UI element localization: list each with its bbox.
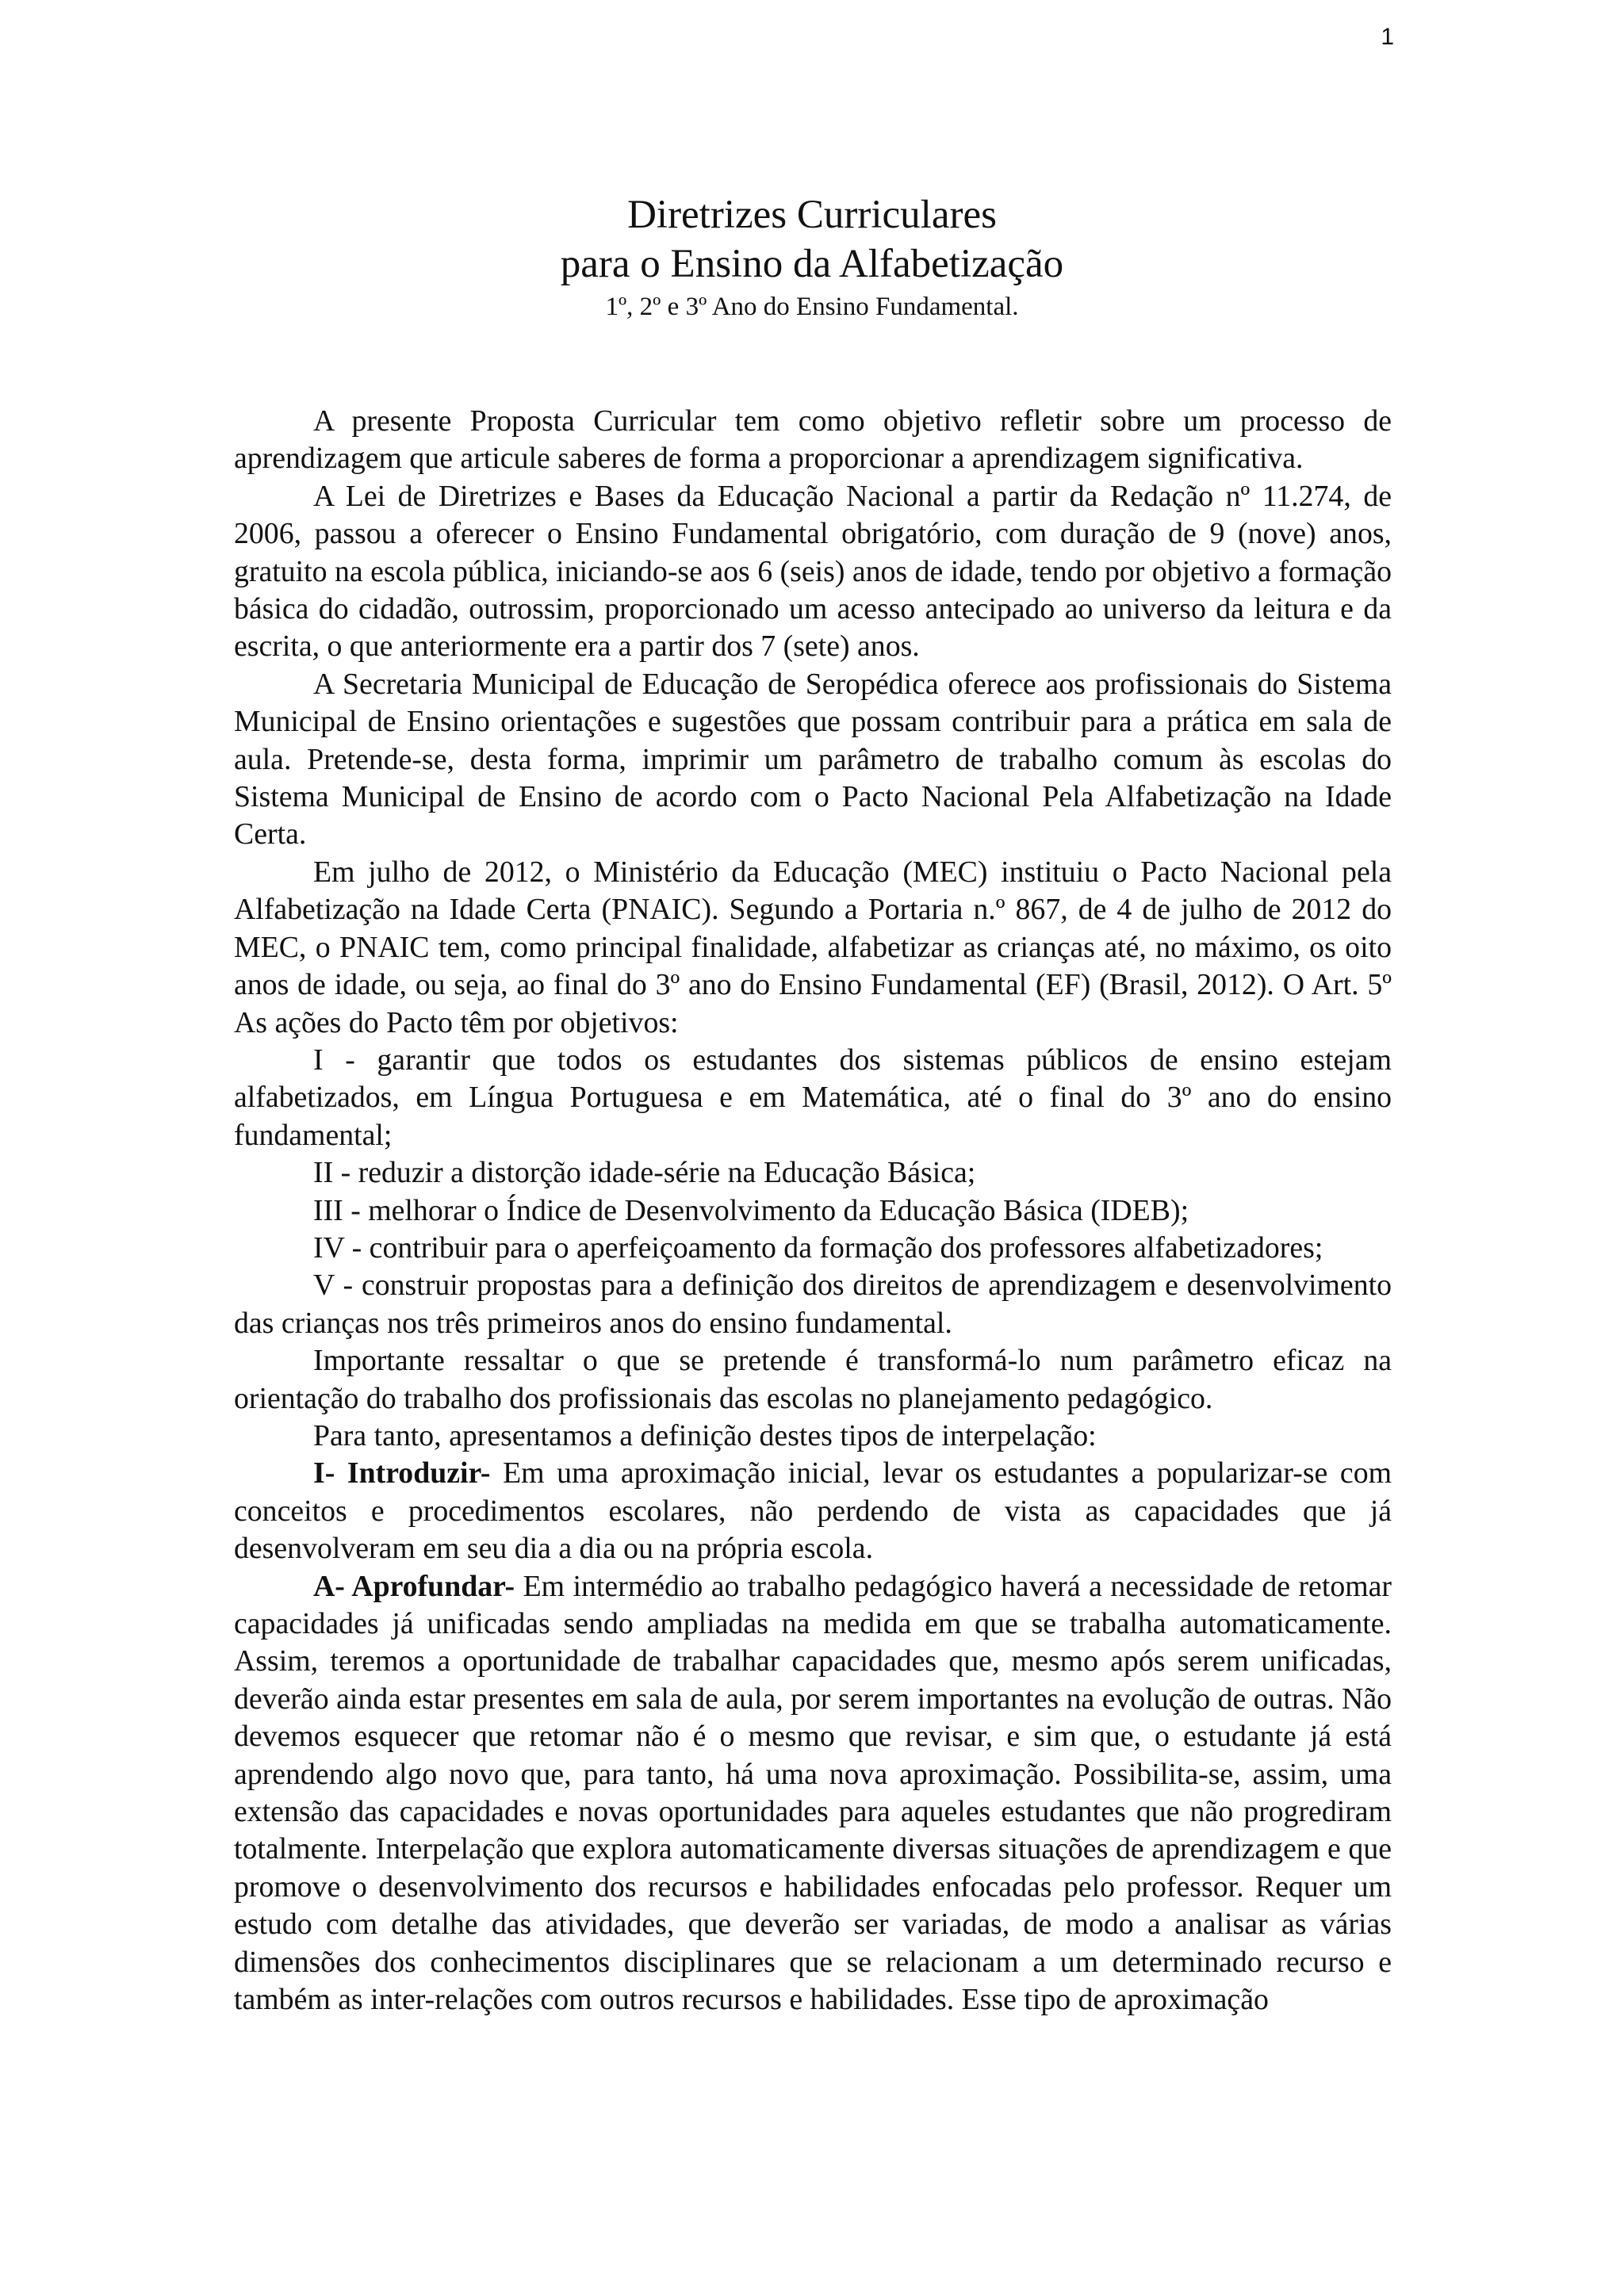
document-header — [0, 190, 1624, 323]
paragraph-pnaic: Em julho de 2012, o Ministério da Educação (MEC) instituiu o Pacto Nacional pela Alfabetização na Idade Certa (PNAIC). Segundo a Portaria n.º 867, de 4 de julho de 2012 do MEC, o PNAIC tem, como principal finalidade, alfabetizar as crianças até, no máximo, os oito anos de idade, ou seja, ao final do 3º ano do Ensino Fundamental (EF) (Brasil, 2012). O Art. 5º As ações do Pacto têm por objetivos: — [234, 855, 1392, 1039]
definition-term-introduzir: I- Introduzir- — [313, 1456, 491, 1490]
definition-text-aprofundar: Em intermédio ao trabalho pedagógico haverá a necessidade de retomar capacidades já unificadas sendo ampliadas na medida em que se trabalha automaticamente. Assim, teremos a oportunidade de trabalhar capacidades que, mesmo após serem unificadas, deverão ainda estar presentes em sala de aula, por serem importantes na evolução de outras. Não devemos esquecer que retomar não é o mesmo que revisar, e sim que, o estudante já está aprendendo algo novo que, para tanto, há uma nova aproximação. Possibilita-se, assim, uma extensão das capacidades e novas oportunidades para aqueles estudantes que não progrediram totalmente. Interpelação que explora automaticamente diversas situações de aprendizagem e que promove o desenvolvimento dos recursos e habilidades enfocadas pelo professor. Requer um estudo com detalhe das atividades, que deverão ser variadas, de modo a analisar as várias dimensões dos conhecimentos disciplinares que se relacionam a um determinado recurso e também as inter-relações com outros recursos e habilidades. Esse tipo de aproximação — [234, 1569, 1392, 2017]
document-title-line-1: Diretrizes Curriculares — [627, 193, 997, 237]
document-title-line-2: para o Ensino da Alfabetização — [560, 242, 1064, 286]
paragraph-secretaria: A Secretaria Municipal de Educação de Seropédica oferece aos profissionais do Sistema Municipal de Ensino orientações e sugestões que possam contribuir para a prática em sala de aula. Pretende-se, desta forma, imprimir um parâmetro de trabalho comum às escolas do Sistema Municipal de Ensino de acordo com o Pacto Nacional Pela Alfabetização na Idade Certa. — [234, 667, 1392, 851]
paragraph-lei: A Lei de Diretrizes e Bases da Educação Nacional a partir da Redação nº 11.274, de 2006, passou a oferecer o Ensino Fundamental obrigatório, com duração de 9 (nove) anos, gratuito na escola pública, iniciando-se aos 6 (seis) anos de idade, tendo por objetivo a formação básica do cidadão, outrossim, proporcionado um acesso antecipado ao universo da leitura e da escrita, o que anteriormente era a partir dos 7 (sete) anos. — [234, 479, 1392, 664]
definition-aprofundar — [234, 1568, 1392, 2019]
page-number: 1 — [1381, 24, 1394, 50]
paragraph-intro: A presente Proposta Curricular tem como objetivo refletir sobre um processo de aprendizagem que articule saberes de forma a proporcionar a aprendizagem significativa. — [234, 404, 1392, 476]
definition-text-introduzir: Em uma aproximação inicial, levar os estudantes a popularizar-se com conceitos e procedimentos escolares, não perdendo de vista as capacidades que já desenvolveram em seu dia a dia ou na própria escola. — [234, 1456, 1392, 1566]
objective-item-3: III - melhorar o Índice de Desenvolvimento da Educação Básica (IDEB); — [313, 1193, 1189, 1227]
document-subtitle: 1º, 2º e 3º Ano do Ensino Fundamental. — [605, 293, 1019, 321]
objective-item-5: V - construir propostas para a definição dos direitos de aprendizagem e desenvolvimento das crianças nos três primeiros anos do ensino fundamental. — [234, 1269, 1392, 1340]
objective-item-2: II - reduzir a distorção idade-série na Educação Básica; — [313, 1156, 976, 1190]
paragraph-importante: Importante ressaltar o que se pretende é transformá-lo num parâmetro eficaz na orientação do trabalho dos profissionais das escolas no planejamento pedagógico. — [234, 1344, 1392, 1415]
document-body — [234, 403, 1392, 2019]
definition-term-aprofundar: A- Aprofundar- — [313, 1569, 515, 1603]
paragraph-para-tanto: Para tanto, apresentamos a definição destes tipos de interpelação: — [313, 1418, 1097, 1452]
objective-item-4: IV - contribuir para o aperfeiçoamento da formação dos professores alfabetizadores; — [313, 1230, 1323, 1265]
definition-introduzir — [234, 1455, 1392, 1567]
objective-item-1: I - garantir que todos os estudantes dos sistemas públicos de ensino estejam alfabetizados, em Língua Portuguesa e em Matemática, até o final do 3º ano do ensino fundamental; — [234, 1043, 1392, 1152]
